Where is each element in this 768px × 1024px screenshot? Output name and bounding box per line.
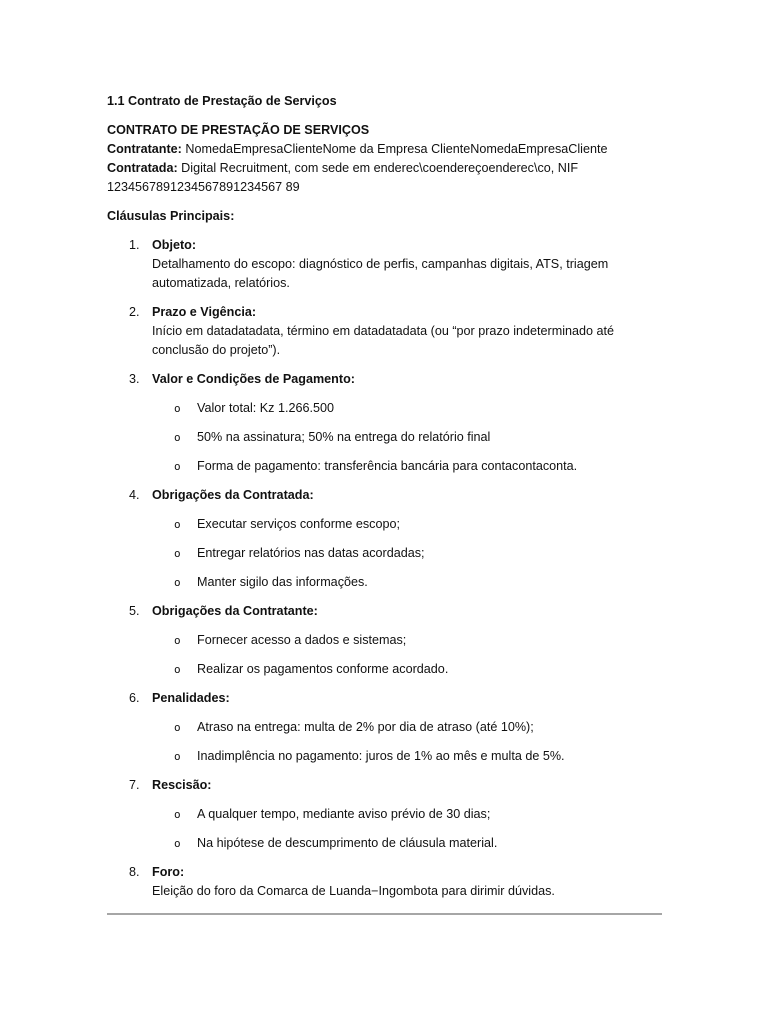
sub-item (152, 805, 663, 824)
contratante-label: Contratante: (107, 142, 182, 156)
contratada-value: Digital Recruitment, com sede em enderec\coendereçoenderec\co, NIF 1234567891234567891234567 89 (107, 161, 579, 194)
sub-item (152, 747, 663, 766)
contratada-line (107, 159, 663, 197)
sub-list (152, 399, 663, 476)
clause-number: 3. (129, 372, 140, 386)
clause-title: Objeto: (152, 238, 197, 252)
clause-item (107, 303, 663, 360)
sub-item (152, 515, 663, 534)
clause-number: 8. (129, 865, 140, 879)
bullet-icon: o (174, 808, 181, 821)
sub-item (152, 631, 663, 650)
sub-item (152, 399, 663, 418)
clause-item (107, 602, 663, 679)
clause-text: Início em datadatadata, término em datadatadata (ou “por prazo indeterminado até conclusão do projeto”). (152, 324, 615, 357)
clauses-heading: Cláusulas Principais: (107, 209, 235, 223)
section-heading: 1.1 Contrato de Prestação de Serviços (107, 94, 337, 108)
clause-item (107, 863, 663, 901)
sub-item-text: Entregar relatórios nas datas acordadas; (197, 546, 425, 560)
sub-item-text: Executar serviços conforme escopo; (197, 517, 400, 531)
horizontal-rule (107, 913, 662, 915)
clause-item (107, 486, 663, 592)
sub-item-text: Atraso na entrega: multa de 2% por dia de atraso (até 10%); (197, 720, 534, 734)
sub-item-text: Na hipótese de descumprimento de cláusula material. (197, 836, 498, 850)
clause-text: Eleição do foro da Comarca de Luanda−Ingombota para dirimir dúvidas. (152, 884, 555, 898)
sub-item-text: Inadimplência no pagamento: juros de 1% ao mês e multa de 5%. (197, 749, 565, 763)
bullet-icon: o (174, 750, 181, 763)
bullet-icon: o (174, 402, 181, 415)
bullet-icon: o (174, 721, 181, 734)
clause-title: Penalidades: (152, 691, 230, 705)
sub-item (152, 428, 663, 447)
clause-number: 5. (129, 604, 140, 618)
clause-number: 2. (129, 305, 140, 319)
clause-number: 6. (129, 691, 140, 705)
sub-item-text: A qualquer tempo, mediante aviso prévio de 30 dias; (197, 807, 491, 821)
bullet-icon: o (174, 634, 181, 647)
contract-title: CONTRATO DE PRESTAÇÃO DE SERVIÇOS (107, 123, 370, 137)
sub-item (152, 660, 663, 679)
bullet-icon: o (174, 431, 181, 444)
sub-list (152, 805, 663, 853)
sub-item (152, 544, 663, 563)
clauses-list (107, 236, 663, 901)
clause-number: 1. (129, 238, 140, 252)
clause-item (107, 236, 663, 293)
clause-item (107, 689, 663, 766)
sub-item (152, 573, 663, 592)
contract-header (107, 121, 663, 197)
clause-item (107, 370, 663, 476)
sub-list (152, 515, 663, 592)
contratada-label: Contratada: (107, 161, 178, 175)
bullet-icon: o (174, 547, 181, 560)
clause-title: Obrigações da Contratante: (152, 604, 318, 618)
sub-item-text: Fornecer acesso a dados e sistemas; (197, 633, 407, 647)
sub-item (152, 457, 663, 476)
sub-list (152, 631, 663, 679)
sub-item-text: Valor total: Kz 1.266.500 (197, 401, 334, 415)
bullet-icon: o (174, 663, 181, 676)
contratante-value: NomedaEmpresaClienteNome da Empresa ClienteNomedaEmpresaCliente (181, 142, 608, 156)
clause-title: Rescisão: (152, 778, 212, 792)
clause-title: Valor e Condições de Pagamento: (152, 372, 355, 386)
sub-item (152, 834, 663, 853)
contratante-line (107, 140, 663, 159)
sub-item (152, 718, 663, 737)
bullet-icon: o (174, 576, 181, 589)
bullet-icon: o (174, 837, 181, 850)
clause-text: Detalhamento do escopo: diagnóstico de perfis, campanhas digitais, ATS, triagem automatizada, relatórios. (152, 257, 609, 290)
clause-number: 4. (129, 488, 140, 502)
clause-title: Prazo e Vigência: (152, 305, 257, 319)
bullet-icon: o (174, 518, 181, 531)
sub-item-text: 50% na assinatura; 50% na entrega do relatório final (197, 430, 491, 444)
sub-item-text: Manter sigilo das informações. (197, 575, 368, 589)
clause-number: 7. (129, 778, 140, 792)
clause-title: Obrigações da Contratada: (152, 488, 314, 502)
sub-item-text: Forma de pagamento: transferência bancária para contacontaconta. (197, 459, 578, 473)
clause-title: Foro: (152, 865, 185, 879)
document-page (107, 92, 663, 911)
sub-list (152, 718, 663, 766)
sub-item-text: Realizar os pagamentos conforme acordado. (197, 662, 449, 676)
bullet-icon: o (174, 460, 181, 473)
clause-item (107, 776, 663, 853)
